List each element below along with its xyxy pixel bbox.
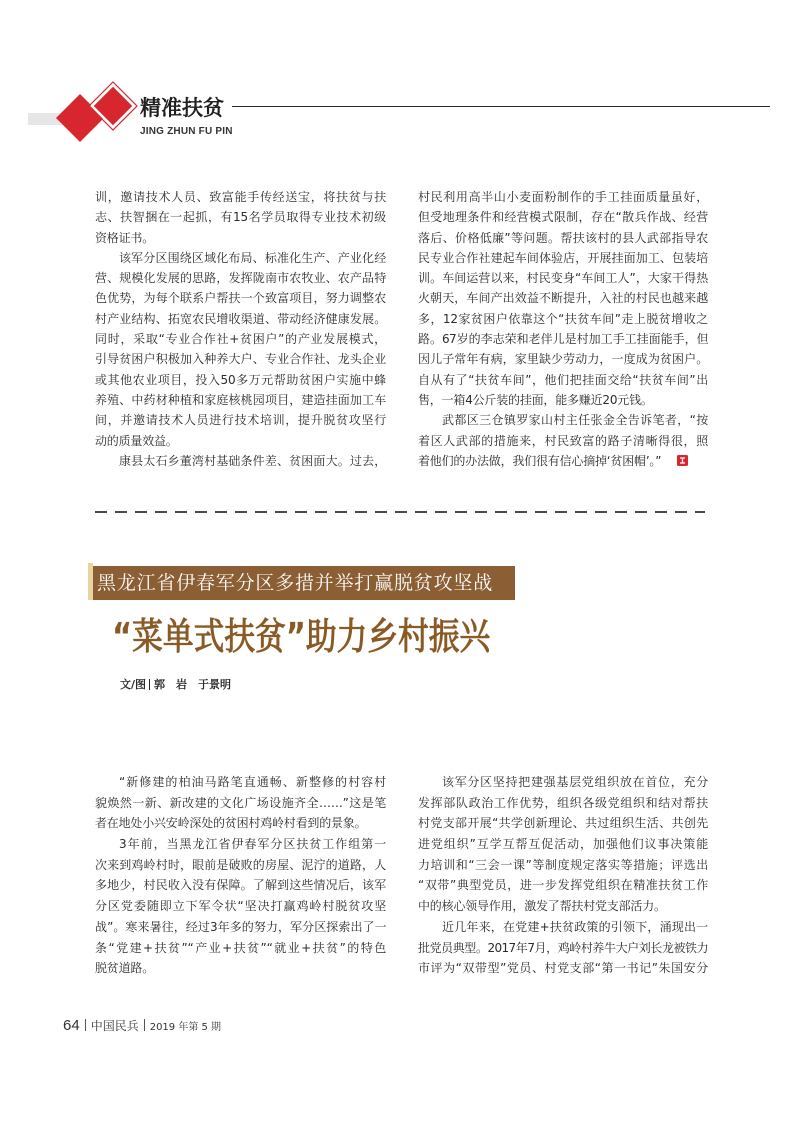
header-rule	[232, 106, 770, 107]
article-main-left-column	[95, 772, 386, 979]
article-top-left-column	[95, 187, 386, 471]
text-line: 着他们的办法做，我们很有信心摘掉‘贫困帽’。”	[418, 453, 662, 468]
end-mark-icon	[677, 455, 688, 466]
text-line: 村民利用高半山小麦面粉制作的手工挂面质量虽好，	[418, 190, 708, 204]
text-line: 市评为“双带型”党员、村党支部“第一书记”朱国安分	[418, 961, 708, 976]
page-number: 64	[63, 1016, 80, 1034]
text-line: 自从有了“扶贫车间”，他们把挂面交给“扶贫车间”出	[418, 372, 708, 387]
text-line: 落后、价格低廉”等问题。帮扶该村的县人武部指导农	[418, 230, 708, 245]
byline-label: 文/图	[120, 678, 147, 691]
text-line: 次来到鸡岭村时，眼前是破败的房屋、泥泞的道路，人	[95, 857, 386, 872]
byline-authors: 郭 岩 于景明	[154, 678, 232, 691]
text-line: 间，并邀请技术人员进行技术培训，提升脱贫攻坚行	[95, 413, 386, 428]
kicker-banner	[88, 566, 515, 600]
text-line: 康县太石乡董湾村基础条件差、贫困面大。过去，	[119, 453, 386, 468]
footer-separator	[144, 1019, 145, 1031]
text-line: 貌焕然一新、新改建的文化广场设施齐全……”这是笔	[95, 795, 386, 810]
text-line: 分区党委随即立下军令状“坚决打赢鸡岭村脱贫攻坚	[95, 899, 386, 914]
text-line: 发挥部队政治工作优势，组织各级党组织和结对帮扶	[418, 795, 708, 810]
text-line: 条“党建+扶贫”“产业+扶贫”“就业+扶贫”的特色	[95, 940, 386, 955]
text-line: 训。车间运营以来，村民变身“车间工人”，大家干得热	[418, 271, 708, 286]
text-line: 同时，采取“专业合作社+贫困户”的产业发展模式，	[95, 332, 386, 347]
text-line: 多地少，村民收入没有保障。了解到这些情况后，该军	[95, 878, 386, 893]
text-line: 但受地理条件和经营模式限制，存在“散兵作战、经营	[418, 210, 708, 225]
text-line: 批党员典型。2017年7月，鸡岭村养牛大户刘长龙被铁力	[418, 940, 708, 955]
text-line: 或其他农业项目，投入50多万元帮助贫困户实施中蜂	[95, 372, 386, 387]
text-line: 因儿子常年有病，家里缺少劳动力，一度成为贫困户。	[418, 352, 708, 367]
footer-separator	[85, 1019, 86, 1031]
text-line: 养殖、中药材种植和家庭核桃园项目，建造挂面加工车	[95, 392, 386, 407]
section-title: 精准扶贫	[140, 96, 224, 120]
magazine-name: 中国民兵	[90, 1018, 139, 1033]
text-line: 着区人武部的措施来，村民致富的路子清晰得很，照	[418, 433, 708, 448]
text-line: 多，12家贫困户依靠这个“扶贫车间”走上脱贫增收之	[418, 311, 708, 326]
text-line: 民专业合作社建起车间体验店，开展挂面加工、包装培	[418, 250, 708, 265]
text-line: 者在地处小兴安岭深处的贫困村鸡岭村看到的景象。	[95, 816, 367, 831]
text-line: 营、规模化发展的思路，发挥陇南市农牧业、农产品特	[95, 271, 386, 286]
text-line: 动的质量效益。	[95, 433, 178, 448]
text-line: 志、扶智捆在一起抓，有15名学员取得专业技术初级	[95, 210, 386, 225]
text-line: 战”。寒来暑往，经过3年多的努力，军分区探索出了一	[95, 919, 386, 934]
kicker-text: 黑龙江省伊春军分区多措并举打赢脱贫攻坚战	[97, 572, 494, 594]
article-top-right-column	[418, 187, 708, 471]
text-line: 该军分区围绕区域化布局、标准化生产、产业化经	[119, 250, 386, 265]
text-line: 引导贫困户积极加入种养大户、专业合作社、龙头企业	[95, 352, 386, 367]
text-line: 中的核心领导作用，激发了帮扶村党支部活力。	[418, 899, 666, 914]
text-line: 近几年来，在党建+扶贫政策的引领下，涌现出一	[442, 919, 708, 934]
byline-separator	[149, 679, 150, 690]
dashed-divider	[95, 511, 705, 513]
text-line: 资格证书。	[95, 230, 155, 245]
text-line: 村党支部开展“共学创新理论、共过组织生活、共创先	[418, 816, 708, 831]
text-line: 售，一箱4公斤装的挂面，能多赚近20元钱。	[418, 392, 653, 407]
text-line: 脱贫道路。	[95, 961, 155, 976]
byline	[120, 677, 231, 691]
text-line: 3年前，当黑龙江省伊春军分区扶贫工作组第一	[119, 837, 386, 852]
text-line: 力培训和“三会一课”等制度规定落实等措施；评选出	[418, 857, 708, 872]
text-line: “双带”典型党员，进一步发挥党组织在精准扶贫工作	[418, 878, 708, 893]
text-line: 村产业结构、拓宽农民增收渠道、带动经济健康发展。	[95, 311, 386, 326]
issue-label: 2019 年第 5 期	[149, 1021, 222, 1033]
article-title: “菜单式扶贫”助力乡村振兴	[112, 615, 491, 658]
red-diamond-logo-icon	[28, 80, 143, 150]
page-footer	[63, 1015, 221, 1035]
article-main-right-column	[418, 772, 708, 979]
text-line: 训，邀请技术人员、致富能手传经送宝，将扶贫与扶	[95, 190, 386, 204]
text-line: 火朝天，车间产出效益不断提升，入社的村民也越来越	[418, 291, 708, 306]
text-line: 进党组织”互学互帮互促活动，加强他们议事决策能	[418, 837, 708, 852]
text-line: 色优势，为每个联系户帮扶一个致富项目，努力调整农	[95, 291, 386, 306]
text-line: 武都区三仓镇罗家山村主任张金全告诉笔者，“按	[442, 413, 708, 428]
section-pinyin: JING ZHUN FU PIN	[140, 126, 233, 137]
text-line: “新修建的柏油马路笔直通畅、新整修的村容村	[119, 775, 386, 789]
text-line: 该军分区坚持把建强基层党组织放在首位，充分	[442, 775, 708, 789]
text-line: 路。67岁的李志荣和老伴儿是村加工手工挂面能手，但	[418, 332, 708, 347]
